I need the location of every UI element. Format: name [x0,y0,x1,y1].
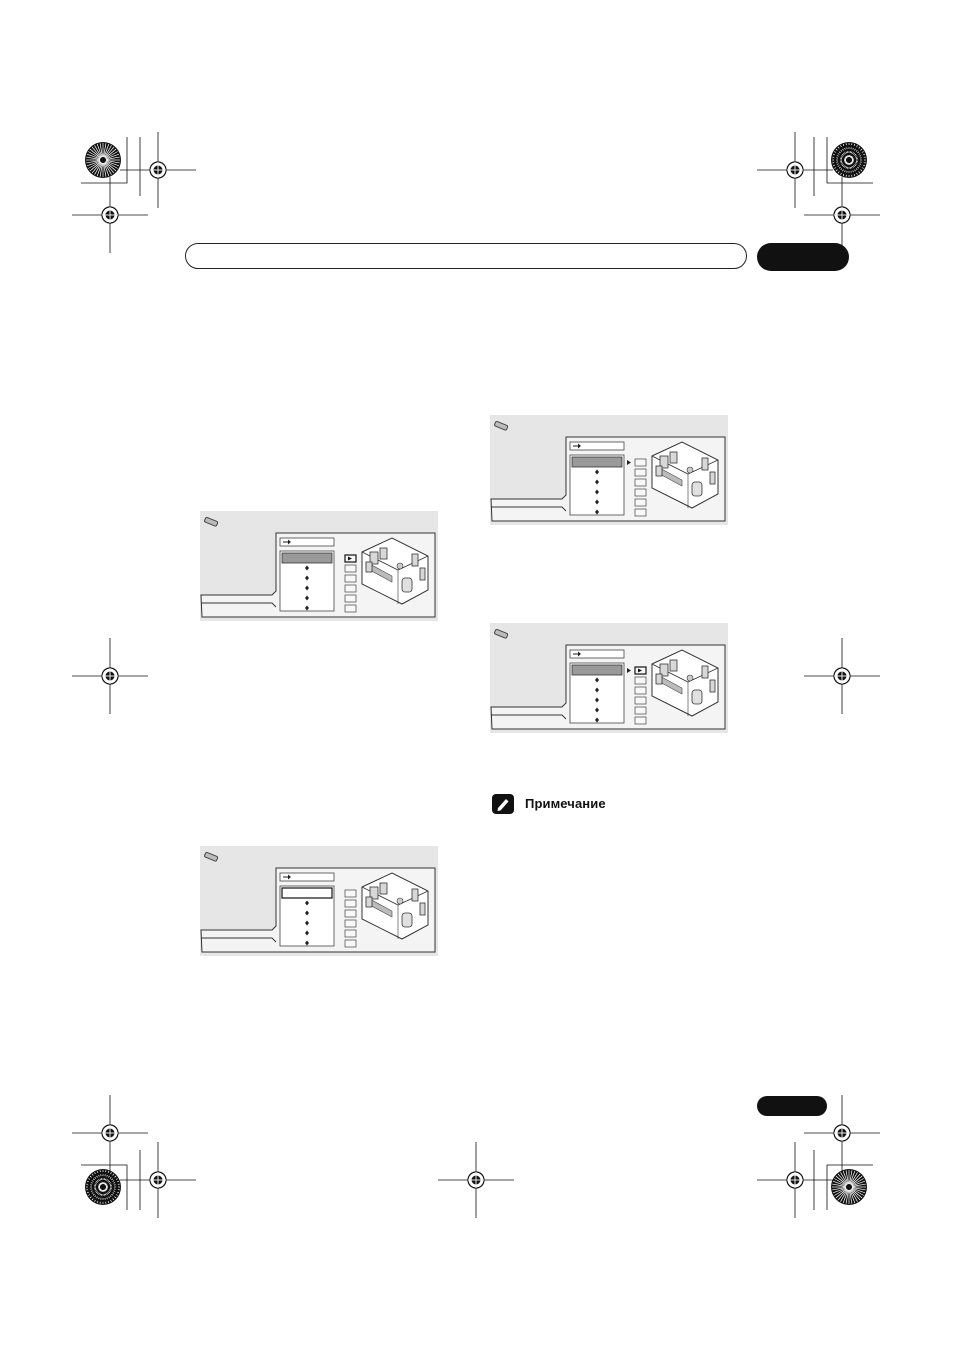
star-wheel-icon [85,1169,121,1205]
star-wheel-icon [85,142,121,178]
star-wheel-icon [831,1169,867,1205]
note-heading: Примечание [525,796,606,811]
star-wheel-icon [831,142,867,178]
